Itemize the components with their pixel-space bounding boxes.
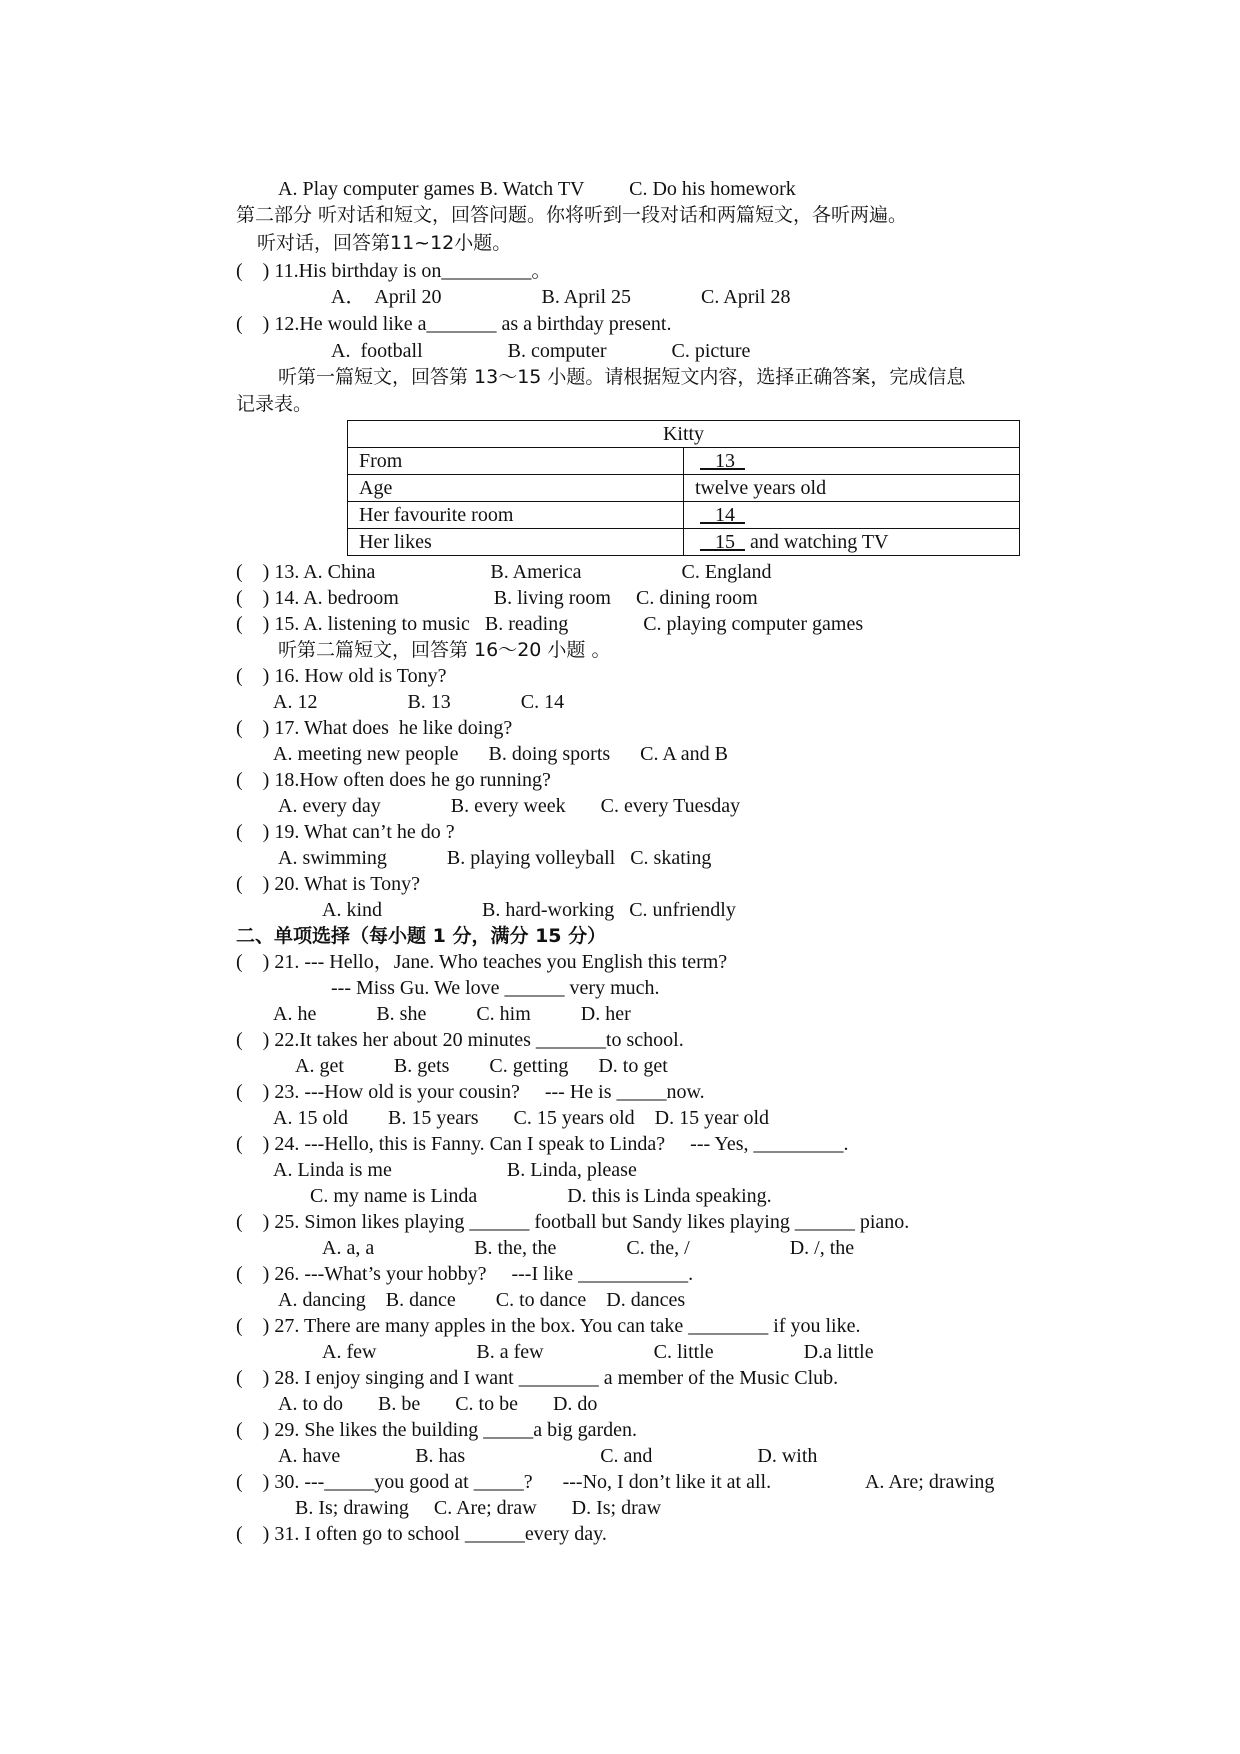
kitty-info-table (347, 420, 1020, 556)
question-21: ( ) 21. --- Hello，Jane. Who teaches you English this term? (236, 951, 728, 973)
question-20: ( ) 20. What is Tony? (236, 873, 420, 895)
q17-options: A. meeting new people B. doing sports C. A and B (273, 743, 728, 765)
q30-options: B. Is; drawing C. Are; draw D. Is; draw (295, 1497, 662, 1519)
answer-blank: 13 (715, 450, 735, 472)
q24-options-cd: C. my name is Linda D. this is Linda speaking. (310, 1185, 772, 1207)
question-27: ( ) 27. There are many apples in the box. You can take ________ if you like. (236, 1315, 861, 1337)
q23-options: A. 15 old B. 15 years C. 15 years old D. 15 year old (273, 1107, 770, 1129)
table-row (348, 529, 1020, 556)
question-23: ( ) 23. ---How old is your cousin? --- He is _____now. (236, 1081, 705, 1103)
row-label: Her favourite room (348, 502, 684, 529)
answer-blank: 14 (715, 504, 735, 526)
question-17: ( ) 17. What does he like doing? (236, 717, 513, 739)
section2-heading: 二、单项选择（每小题 1 分，满分 15 分） (236, 925, 607, 947)
row-value: twelve years old (684, 475, 1020, 502)
row-label: Age (348, 475, 684, 502)
q29-options: A. have B. has C. and D. with (278, 1445, 818, 1467)
passage1-instructions-cont: 记录表。 (236, 393, 313, 415)
row-suffix: and watching TV (745, 531, 889, 553)
question-15: ( ) 15. A. listening to music B. reading C. playing computer games (236, 613, 864, 635)
q20-options: A. kind B. hard-working C. unfriendly (322, 899, 736, 921)
q24-options-ab: A. Linda is me B. Linda, please (273, 1159, 637, 1181)
question-19: ( ) 19. What can’t he do ? (236, 821, 455, 843)
question-11: ( ) 11.His birthday is on_________。 (236, 260, 552, 282)
question-12: ( ) 12.He would like a_______ as a birthday present. (236, 313, 672, 335)
row-value (684, 448, 1020, 475)
row-value (684, 529, 1020, 556)
table-row (348, 502, 1020, 529)
table-header: Kitty (348, 421, 1020, 448)
question-25: ( ) 25. Simon likes playing ______ football but Sandy likes playing ______ piano. (236, 1211, 910, 1233)
passage2-instructions: 听第二篇短文，回答第 16～20 小题 。 (278, 639, 611, 661)
table-row (348, 475, 1020, 502)
q22-options: A. get B. gets C. getting D. to get (295, 1055, 668, 1077)
q18-options: A. every day B. every week C. every Tuesday (278, 795, 741, 817)
question-18: ( ) 18.How often does he go running? (236, 769, 551, 791)
question-30: ( ) 30. ---_____you good at _____? ---No, I don’t like it at all. A. Are; drawing (236, 1471, 995, 1493)
question-26: ( ) 26. ---What’s your hobby? ---I like ___________. (236, 1263, 694, 1285)
dialogue-instructions: 听对话，回答第11~12小题。 (257, 232, 512, 254)
question-24: ( ) 24. ---Hello, this is Fanny. Can I speak to Linda? --- Yes, _________. (236, 1133, 849, 1155)
q19-options: A. swimming B. playing volleyball C. skating (278, 847, 712, 869)
q16-options: A. 12 B. 13 C. 14 (273, 691, 565, 713)
answer-blank: 15 (715, 531, 735, 553)
q12-options: A. football B. computer C. picture (331, 340, 751, 362)
row-label: From (348, 448, 684, 475)
question-31: ( ) 31. I often go to school ______every day. (236, 1523, 607, 1545)
question-13: ( ) 13. A. China B. America C. England (236, 561, 772, 583)
q10-options: A. Play computer games B. Watch TV C. Do his homework (278, 178, 796, 200)
passage1-instructions: 听第一篇短文，回答第 13～15 小题。请根据短文内容，选择正确答案，完成信息 (278, 366, 966, 388)
row-label: Her likes (348, 529, 684, 556)
q21-reply: --- Miss Gu. We love ______ very much. (331, 977, 660, 999)
part2-instructions: 第二部分 听对话和短文，回答问题。你将听到一段对话和两篇短文，各听两遍。 (236, 204, 908, 226)
table-row (348, 448, 1020, 475)
q27-options: A. few B. a few C. little D.a little (322, 1341, 874, 1363)
q26-options: A. dancing B. dance C. to dance D. dances (278, 1289, 686, 1311)
q28-options: A. to do B. be C. to be D. do (278, 1393, 598, 1415)
question-28: ( ) 28. I enjoy singing and I want ________ a member of the Music Club. (236, 1367, 839, 1389)
q21-options: A. he B. she C. him D. her (273, 1003, 631, 1025)
question-22: ( ) 22.It takes her about 20 minutes _______to school. (236, 1029, 684, 1051)
question-14: ( ) 14. A. bedroom B. living room C. dining room (236, 587, 758, 609)
q11-options: A． April 20 B. April 25 C. April 28 (331, 286, 791, 308)
q25-options: A. a, a B. the, the C. the, / D. /, the (322, 1237, 855, 1259)
row-value (684, 502, 1020, 529)
question-29: ( ) 29. She likes the building _____a big garden. (236, 1419, 638, 1441)
question-16: ( ) 16. How old is Tony? (236, 665, 447, 687)
